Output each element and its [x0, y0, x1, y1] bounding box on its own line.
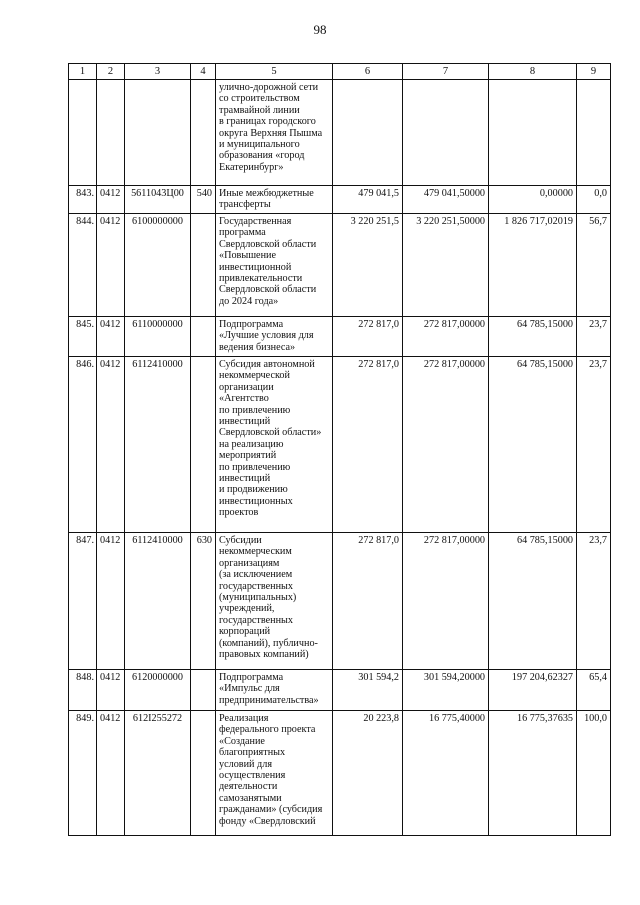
header-cell: 7 — [403, 64, 489, 80]
execution-percent: 56,7 — [577, 214, 611, 317]
execution-percent: 100,0 — [577, 711, 611, 836]
header-cell: 6 — [333, 64, 403, 80]
section-code: 0412 — [97, 317, 125, 357]
approved-amount: 272 817,00000 — [403, 533, 489, 670]
planned-amount — [333, 80, 403, 186]
planned-amount: 272 817,0 — [333, 317, 403, 357]
section-code — [97, 80, 125, 186]
row-number: 845. — [69, 317, 97, 357]
target-code: 6112410000 — [125, 357, 191, 533]
item-name: Государственная программа Свердловской области «Повышение инвестиционной привлекательности Свердловской области до 2024 года» — [216, 214, 333, 317]
row-number: 846. — [69, 357, 97, 533]
execution-percent: 65,4 — [577, 670, 611, 711]
executed-amount: 64 785,15000 — [489, 317, 577, 357]
row-number: 848. — [69, 670, 97, 711]
executed-amount: 64 785,15000 — [489, 357, 577, 533]
table-row — [69, 214, 611, 317]
section-code: 0412 — [97, 357, 125, 533]
header-cell: 8 — [489, 64, 577, 80]
item-name: Реализация федерального проекта «Создание благоприятных условий для осуществления деятельности самозанятыми гражданами» (субсидия фонду «Свердловский — [216, 711, 333, 836]
executed-amount: 197 204,62327 — [489, 670, 577, 711]
target-code: 6112410000 — [125, 533, 191, 670]
target-code: 612I255272 — [125, 711, 191, 836]
expense-type: 630 — [191, 533, 216, 670]
header-cell: 1 — [69, 64, 97, 80]
executed-amount: 16 775,37635 — [489, 711, 577, 836]
table-row — [69, 533, 611, 670]
header-cell: 4 — [191, 64, 216, 80]
item-name: улично-дорожной сети со строительством трамвайной линии в границах городского округа Верхняя Пышма и муниципального образования «город Екатеринбург» — [216, 80, 333, 186]
execution-percent: 23,7 — [577, 317, 611, 357]
executed-amount: 1 826 717,02019 — [489, 214, 577, 317]
target-code: 6110000000 — [125, 317, 191, 357]
page-number: 98 — [313, 22, 327, 37]
row-number: 847. — [69, 533, 97, 670]
header-cell: 3 — [125, 64, 191, 80]
section-code: 0412 — [97, 711, 125, 836]
execution-percent: 23,7 — [577, 533, 611, 670]
expense-type — [191, 317, 216, 357]
budget-table — [68, 63, 611, 836]
header-cell: 9 — [577, 64, 611, 80]
target-code — [125, 80, 191, 186]
row-number: 844. — [69, 214, 97, 317]
table-row — [69, 186, 611, 214]
approved-amount: 479 041,50000 — [403, 186, 489, 214]
planned-amount: 301 594,2 — [333, 670, 403, 711]
row-number — [69, 80, 97, 186]
section-code: 0412 — [97, 533, 125, 670]
header-row — [69, 64, 611, 80]
approved-amount: 272 817,00000 — [403, 317, 489, 357]
planned-amount: 3 220 251,5 — [333, 214, 403, 317]
section-code: 0412 — [97, 670, 125, 711]
approved-amount: 272 817,00000 — [403, 357, 489, 533]
executed-amount: 64 785,15000 — [489, 533, 577, 670]
executed-amount — [489, 80, 577, 186]
item-name: Подпрограмма «Импульс для предпринимательства» — [216, 670, 333, 711]
expense-type — [191, 214, 216, 317]
approved-amount — [403, 80, 489, 186]
execution-percent: 23,7 — [577, 357, 611, 533]
planned-amount: 272 817,0 — [333, 533, 403, 670]
target-code: 5611043Ц00 — [125, 186, 191, 214]
approved-amount: 301 594,20000 — [403, 670, 489, 711]
expense-type — [191, 711, 216, 836]
item-name: Субсидии некоммерческим организациям (за исключением государственных (муниципальных) учреждений, государственных корпораций (компаний), публично- правовых компаний) — [216, 533, 333, 670]
expense-type — [191, 357, 216, 533]
planned-amount: 479 041,5 — [333, 186, 403, 214]
row-number: 843. — [69, 186, 97, 214]
target-code: 6100000000 — [125, 214, 191, 317]
approved-amount: 16 775,40000 — [403, 711, 489, 836]
execution-percent: 0,0 — [577, 186, 611, 214]
header-cell: 2 — [97, 64, 125, 80]
table-row — [69, 711, 611, 836]
table-row — [69, 357, 611, 533]
table-row — [69, 670, 611, 711]
target-code: 6120000000 — [125, 670, 191, 711]
expense-type: 540 — [191, 186, 216, 214]
expense-type — [191, 80, 216, 186]
execution-percent — [577, 80, 611, 186]
section-code: 0412 — [97, 186, 125, 214]
item-name: Подпрограмма «Лучшие условия для ведения бизнеса» — [216, 317, 333, 357]
expense-type — [191, 670, 216, 711]
item-name: Субсидия автономной некоммерческой организации «Агентство по привлечению инвестиций Свердловской области» на реализацию мероприятий по привлечению инвестиций и продвижению инвестиционных проектов — [216, 357, 333, 533]
planned-amount: 272 817,0 — [333, 357, 403, 533]
row-number: 849. — [69, 711, 97, 836]
planned-amount: 20 223,8 — [333, 711, 403, 836]
item-name: Иные межбюджетные трансферты — [216, 186, 333, 214]
table-row — [69, 80, 611, 186]
approved-amount: 3 220 251,50000 — [403, 214, 489, 317]
table-row — [69, 317, 611, 357]
section-code: 0412 — [97, 214, 125, 317]
executed-amount: 0,00000 — [489, 186, 577, 214]
header-cell: 5 — [216, 64, 333, 80]
